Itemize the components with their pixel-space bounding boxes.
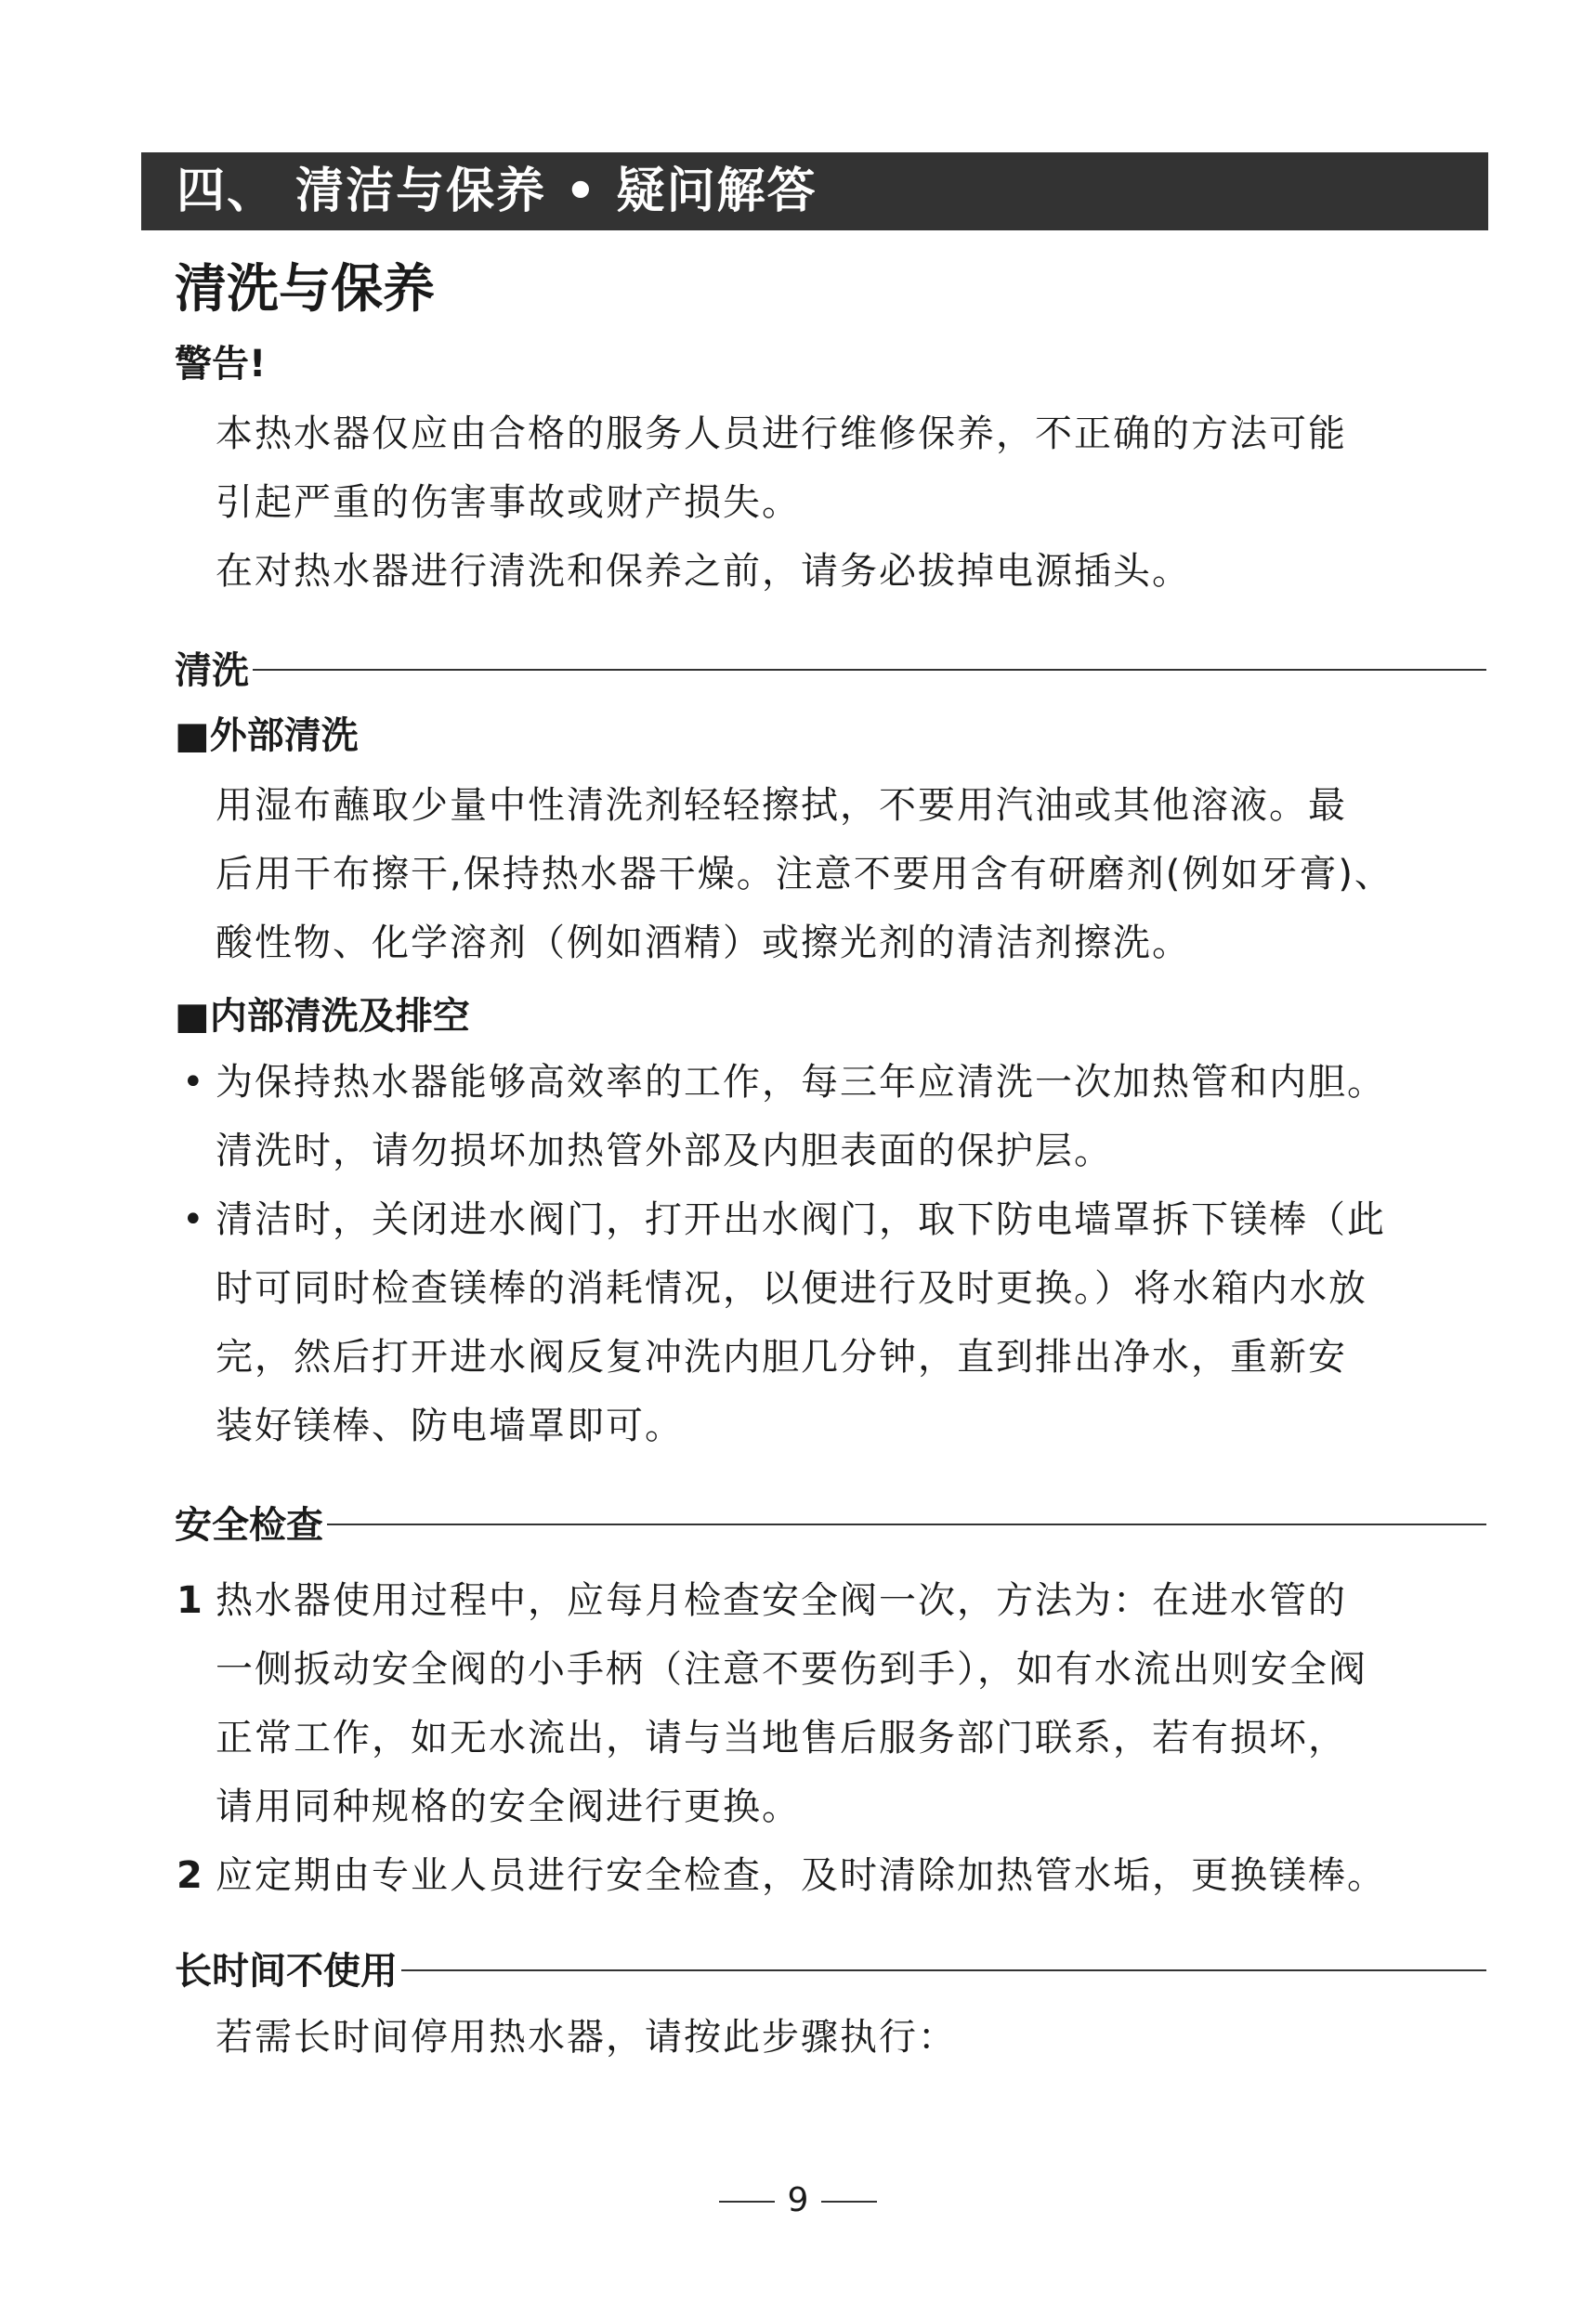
safety-item-1 <box>216 1566 1490 1841</box>
section-banner: 四、 清洁与保养 • 疑问解答 <box>141 152 1488 230</box>
section-title: 清洗 <box>175 648 249 692</box>
internal-cleaning-title: ■内部清洗及排空 <box>175 995 470 1038</box>
section-cleaning <box>175 641 1486 693</box>
longterm-text <box>216 2003 1490 2072</box>
internal-item-1 <box>216 1048 1490 1185</box>
paragraph-line: 清洗时，请勿损坏加热管外部及内胆表面的保护层。 <box>216 1130 1113 1172</box>
warning-line: 本热水器仅应由合格的服务人员进行维修保养，不正确的方法可能 <box>216 412 1347 455</box>
paragraph-line: 装好镁棒、防电墙罩即可。 <box>216 1405 684 1447</box>
section-longterm <box>175 1942 1486 1994</box>
warning-title: 警告! <box>175 343 267 386</box>
safety-item-2 <box>216 1841 1490 1910</box>
paragraph-line: 完，然后打开进水阀反复冲洗内胆几分钟，直到排出净水，重新安 <box>216 1336 1347 1379</box>
footer-dash <box>821 2201 877 2203</box>
paragraph-line: 酸性物、化学溶剂（例如酒精）或擦光剂的清洁剂擦洗。 <box>216 922 1191 964</box>
warning-line: 引起严重的伤害事故或财产损失。 <box>216 481 801 524</box>
paragraph-line: 时可同时检查镁棒的消耗情况，以便进行及时更换。）将水箱内水放 <box>216 1267 1367 1310</box>
footer-dash <box>719 2201 775 2203</box>
item-number: 2 <box>177 1854 203 1897</box>
paragraph-line: 正常工作，如无水流出，请与当地售后服务部门联系，若有损坏， <box>216 1717 1347 1759</box>
bullet-marker: • <box>182 1061 204 1104</box>
section-safety <box>175 1496 1486 1548</box>
paragraph-line: 请用同种规格的安全阀进行更换。 <box>216 1785 801 1828</box>
external-cleaning-title: ■外部清洗 <box>175 714 359 757</box>
section-rule <box>327 1524 1486 1525</box>
section-rule <box>253 669 1486 671</box>
bullet-marker: • <box>182 1198 204 1241</box>
paragraph-line: 一侧扳动安全阀的小手柄（注意不要伤到手），如有水流出则安全阀 <box>216 1648 1367 1691</box>
internal-item-2 <box>216 1185 1490 1460</box>
paragraph-line: 应定期由专业人员进行安全检查，及时清除加热管水垢，更换镁棒。 <box>216 1854 1386 1897</box>
section-rule <box>401 1969 1486 1971</box>
section-title: 安全检查 <box>175 1503 323 1547</box>
paragraph-line: 用湿布蘸取少量中性清洗剂轻轻擦拭，不要用汽油或其他溶液。最 <box>216 784 1347 827</box>
warning-line: 在对热水器进行清洗和保养之前，请务必拔掉电源插头。 <box>216 550 1191 593</box>
warning-text <box>216 399 1490 606</box>
paragraph-line: 若需长时间停用热水器，请按此步骤执行： <box>216 2016 957 2059</box>
page-footer <box>0 2178 1596 2224</box>
paragraph-line: 后用干布擦干,保持热水器干燥。注意不要用含有研磨剂(例如牙膏)、 <box>216 853 1393 896</box>
paragraph-line: 清洁时，关闭进水阀门，打开出水阀门，取下防电墙罩拆下镁棒（此 <box>216 1198 1386 1241</box>
item-number: 1 <box>177 1579 203 1622</box>
external-cleaning-text <box>216 771 1490 977</box>
paragraph-line: 为保持热水器能够高效率的工作，每三年应清洗一次加热管和内胆。 <box>216 1061 1386 1104</box>
page-heading: 清洗与保养 <box>175 259 435 320</box>
section-title: 长时间不使用 <box>175 1949 398 1993</box>
page-number: 9 <box>787 2181 809 2219</box>
paragraph-line: 热水器使用过程中，应每月检查安全阀一次，方法为：在进水管的 <box>216 1579 1347 1622</box>
